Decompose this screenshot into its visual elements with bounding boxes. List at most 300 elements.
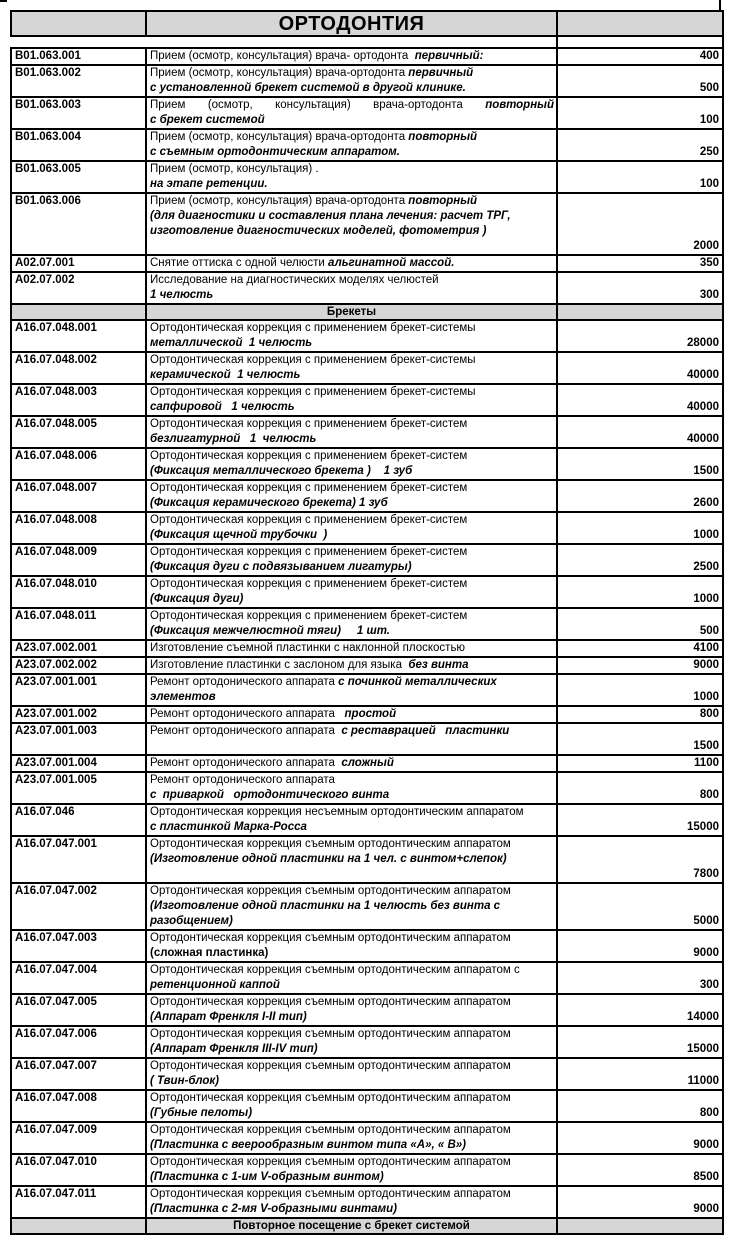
item-price: 2600 (557, 480, 723, 512)
table-row (11, 706, 723, 723)
description-segment: Ортодонтическая коррекция съемным ортодонтическим аппаратом (150, 1156, 511, 1168)
description-segment: первичный: (414, 50, 484, 62)
item-code: A16.07.048.007 (11, 480, 146, 512)
description-line (150, 145, 554, 160)
item-description (146, 608, 557, 640)
item-description (146, 576, 557, 608)
description-line (150, 481, 554, 496)
table-row (11, 129, 723, 161)
description-line (150, 1106, 554, 1121)
description-segment: Ортодонтическая коррекция съемным ортодонтическим аппаратом (150, 1060, 511, 1072)
item-code: A16.07.047.010 (11, 1154, 146, 1186)
item-description (146, 1026, 557, 1058)
item-price: 250 (557, 129, 723, 161)
description-segment: Прием (осмотр, консультация) врача- ортодонта (150, 50, 415, 62)
description-segment: Ортодонтическая коррекция съемным ортодонтическим аппаратом (150, 996, 511, 1008)
spacer-row (11, 36, 723, 48)
description-line (150, 1059, 554, 1074)
section-row (11, 1218, 723, 1234)
description-line (150, 756, 554, 771)
description-line (150, 658, 554, 673)
description-line (150, 609, 554, 624)
description-line (150, 995, 554, 1010)
table-row (11, 836, 723, 883)
description-line (150, 273, 554, 288)
description-segment: Ортодонтическая коррекция несъемным ортодонтическим аппаратом (150, 806, 524, 818)
description-segment: на этапе ретенции. (150, 178, 268, 190)
table-row (11, 416, 723, 448)
item-code: A16.07.047.005 (11, 994, 146, 1026)
item-code: A16.07.048.002 (11, 352, 146, 384)
table-row (11, 320, 723, 352)
description-segment: сапфировой 1 челюсть (150, 401, 295, 413)
table-row (11, 772, 723, 804)
description-segment: Прием (осмотр, консультация) врача-ортодонта (150, 67, 409, 79)
item-code: B01.063.003 (11, 97, 146, 129)
item-description (146, 706, 557, 723)
description-segment: Ортодонтическая коррекция съемным ортодонтическим аппаратом (150, 838, 511, 850)
description-line (150, 513, 554, 528)
item-code: A16.07.048.006 (11, 448, 146, 480)
description-line (150, 177, 554, 192)
item-code: A23.07.001.001 (11, 674, 146, 706)
description-line (150, 1091, 554, 1106)
table-row (11, 512, 723, 544)
description-line (150, 788, 554, 803)
description-line (150, 130, 554, 145)
table-row (11, 161, 723, 193)
description-segment: Ортодонтическая коррекция съемным ортодонтическим аппаратом (150, 1092, 511, 1104)
item-code: A23.07.002.002 (11, 657, 146, 674)
item-code: A16.07.047.003 (11, 930, 146, 962)
item-price: 40000 (557, 352, 723, 384)
item-code: B01.063.005 (11, 161, 146, 193)
table-row (11, 48, 723, 65)
item-description (146, 755, 557, 772)
item-description (146, 97, 557, 129)
description-segment: Ортодонтическая коррекция съемным ортодонтическим аппаратом с (150, 964, 520, 976)
item-description (146, 1154, 557, 1186)
description-line (150, 1170, 554, 1185)
description-line (150, 899, 554, 914)
description-line (150, 739, 554, 754)
section-left-cell (11, 1218, 146, 1234)
table-row (11, 1186, 723, 1218)
description-line (150, 528, 554, 543)
description-line (150, 805, 554, 820)
item-price: 4100 (557, 640, 723, 657)
description-segment: Прием (осмотр, консультация) врача-ортодонта (150, 99, 486, 111)
table-row (11, 193, 723, 255)
table-row (11, 962, 723, 994)
description-segment: Исследование на диагностических моделях челюстей (150, 274, 439, 286)
item-price: 800 (557, 1090, 723, 1122)
description-segment: Ортодонтическая коррекция с применением брекет-систем (150, 610, 468, 622)
item-description (146, 804, 557, 836)
description-line (150, 400, 554, 415)
item-code: A23.07.002.001 (11, 640, 146, 657)
description-line (150, 946, 554, 961)
description-line (150, 852, 554, 867)
description-line (150, 884, 554, 899)
item-price: 2000 (557, 193, 723, 255)
description-segment: Ортодонтическая коррекция съемным ортодонтическим аппаратом (150, 932, 511, 944)
item-description (146, 962, 557, 994)
item-description (146, 1058, 557, 1090)
item-code: A16.07.047.011 (11, 1186, 146, 1218)
item-code: A23.07.001.002 (11, 706, 146, 723)
item-price: 1000 (557, 512, 723, 544)
description-line (150, 1187, 554, 1202)
description-line (150, 624, 554, 639)
item-price: 300 (557, 962, 723, 994)
description-line (150, 353, 554, 368)
item-description (146, 320, 557, 352)
item-code: A02.07.002 (11, 272, 146, 304)
description-segment: элементов (150, 691, 216, 703)
item-description (146, 384, 557, 416)
item-code: A16.07.047.002 (11, 883, 146, 930)
item-description (146, 544, 557, 576)
item-price: 40000 (557, 384, 723, 416)
description-segment: Ортодонтическая коррекция съемным ортодонтическим аппаратом (150, 1028, 511, 1040)
description-segment: Ортодонтическая коррекция с применением брекет-систем (150, 578, 468, 590)
description-segment: (Фиксация щечной трубочки ) (150, 529, 328, 541)
description-line (150, 288, 554, 303)
description-segment: Ортодонтическая коррекция с применением брекет-системы (150, 354, 476, 366)
item-price: 28000 (557, 320, 723, 352)
item-price: 7800 (557, 836, 723, 883)
item-description (146, 723, 557, 755)
item-price: 15000 (557, 804, 723, 836)
table-row (11, 640, 723, 657)
table-row (11, 65, 723, 97)
description-line (150, 66, 554, 81)
item-price: 8500 (557, 1154, 723, 1186)
description-line (150, 194, 554, 209)
description-line (150, 1042, 554, 1057)
description-line (150, 162, 554, 177)
description-segment: с приваркой ортодонтического винта (150, 789, 390, 801)
description-segment: Ортодонтическая коррекция с применением брекет-систем (150, 514, 468, 526)
description-line (150, 773, 554, 788)
item-code: A16.07.048.001 (11, 320, 146, 352)
description-line (150, 336, 554, 351)
section-right-cell (557, 1218, 723, 1234)
description-segment: керамической 1 челюсть (150, 369, 301, 381)
section-header: Повторное посещение с брекет системой (146, 1218, 557, 1234)
item-description (146, 1090, 557, 1122)
item-price: 1000 (557, 576, 723, 608)
description-line (150, 256, 554, 271)
item-code: B01.063.002 (11, 65, 146, 97)
description-segment: разобщением) (150, 915, 233, 927)
description-segment: 1 челюсть (150, 289, 214, 301)
item-description (146, 129, 557, 161)
table-row (11, 1122, 723, 1154)
description-line (150, 867, 554, 882)
description-segment: (Пластинка с 1-им V-образным винтом) (150, 1171, 384, 1183)
item-price: 800 (557, 706, 723, 723)
item-price: 2500 (557, 544, 723, 576)
spacer-description-cell (146, 36, 557, 48)
item-description (146, 994, 557, 1026)
description-segment: (Аппарат Френкля III-IV тип) (150, 1043, 318, 1055)
description-segment: Ремонт ортодонического аппарата (150, 676, 339, 688)
table-row (11, 930, 723, 962)
description-line (150, 1202, 554, 1217)
table-row (11, 255, 723, 272)
description-segment: Прием (осмотр, консультация) врача-ортодонта (150, 131, 409, 143)
item-price: 15000 (557, 1026, 723, 1058)
description-line (150, 1027, 554, 1042)
description-line (150, 432, 554, 447)
description-segment: (Фиксация межчелюстной тяги) 1 шт. (150, 625, 390, 637)
item-description (146, 772, 557, 804)
item-code: A16.07.048.011 (11, 608, 146, 640)
description-line (150, 641, 554, 656)
description-line (150, 417, 554, 432)
item-code: A16.07.047.006 (11, 1026, 146, 1058)
description-segment: Прием (осмотр, консультация) врача-ортодонта (150, 195, 409, 207)
description-line (150, 545, 554, 560)
description-segment: (Фиксация дуги с подвязыванием лигатуры) (150, 561, 412, 573)
description-segment: (Пластинка с 2-мя V-образными винтами) (150, 1203, 397, 1215)
table-row (11, 657, 723, 674)
description-segment: Ремонт ортодонического аппарата (150, 708, 345, 720)
description-line (150, 1010, 554, 1025)
page-title: ОРТОДОНТИЯ (146, 11, 557, 36)
item-code: A23.07.001.004 (11, 755, 146, 772)
description-line (150, 449, 554, 464)
description-line (150, 820, 554, 835)
description-segment: с установленной брекет системой в другой клинике. (150, 82, 466, 94)
description-line (150, 321, 554, 336)
description-segment: (Аппарат Френкля I-II тип) (150, 1011, 307, 1023)
description-segment: Ремонт ортодонического аппарата (150, 774, 335, 786)
item-description (146, 1186, 557, 1218)
description-segment: Ортодонтическая коррекция с применением брекет-систем (150, 418, 468, 430)
description-line (150, 963, 554, 978)
item-price: 400 (557, 48, 723, 65)
item-description (146, 161, 557, 193)
description-line (150, 98, 554, 113)
description-segment: ретенционной каппой (150, 979, 280, 991)
description-line (150, 224, 554, 239)
spacer-price-cell (557, 36, 723, 48)
description-segment: Изготовление пластинки с заслоном для языка (150, 659, 409, 671)
item-price: 5000 (557, 883, 723, 930)
description-line (150, 978, 554, 993)
price-list-page (10, 10, 722, 1235)
table-row (11, 1058, 723, 1090)
item-price: 1100 (557, 755, 723, 772)
item-price: 40000 (557, 416, 723, 448)
item-code: A16.07.047.008 (11, 1090, 146, 1122)
item-code: A16.07.047.001 (11, 836, 146, 883)
item-price: 350 (557, 255, 723, 272)
description-segment: простой (344, 708, 397, 720)
description-segment: с починкой металлических (338, 676, 497, 688)
title-row (11, 11, 723, 36)
table-row (11, 723, 723, 755)
item-description (146, 836, 557, 883)
item-code: B01.063.006 (11, 193, 146, 255)
description-segment: Прием (осмотр, консультация) . (150, 163, 319, 175)
page-edge-mark-top-left (0, 0, 7, 2)
item-price: 9000 (557, 930, 723, 962)
description-segment: Ремонт ортодонического аппарата (150, 757, 342, 769)
item-code: A16.07.047.004 (11, 962, 146, 994)
description-segment: металлической 1 челюсть (150, 337, 313, 349)
description-line (150, 690, 554, 705)
description-line (150, 675, 554, 690)
description-segment: Ортодонтическая коррекция съемным ортодонтическим аппаратом (150, 885, 511, 897)
description-line (150, 577, 554, 592)
description-segment: Ортодонтическая коррекция с применением брекет-систем (150, 450, 468, 462)
item-description (146, 272, 557, 304)
item-description (146, 1122, 557, 1154)
item-code: A16.07.048.003 (11, 384, 146, 416)
item-description (146, 416, 557, 448)
description-segment: (для диагностики и составления плана лечения: расчет ТРГ, (150, 210, 511, 222)
table-row (11, 1090, 723, 1122)
item-description (146, 48, 557, 65)
description-line (150, 1074, 554, 1089)
description-segment: (Изготовление одной пластинки на 1 челюсть без винта с (150, 900, 501, 912)
description-segment: первичный (408, 67, 474, 79)
description-segment: повторный (485, 99, 554, 111)
table-row (11, 674, 723, 706)
table-row (11, 608, 723, 640)
description-line (150, 368, 554, 383)
item-price: 800 (557, 772, 723, 804)
item-description (146, 640, 557, 657)
item-code: A16.07.048.005 (11, 416, 146, 448)
description-line (150, 914, 554, 929)
item-price: 1500 (557, 723, 723, 755)
item-description (146, 883, 557, 930)
spacer-code-cell (11, 36, 146, 48)
description-line (150, 385, 554, 400)
item-price: 9000 (557, 1186, 723, 1218)
description-segment: Ортодонтическая коррекция с применением брекет-системы (150, 322, 476, 334)
table-row (11, 755, 723, 772)
description-segment: (Фиксация дуги) (150, 593, 244, 605)
item-code: A23.07.001.003 (11, 723, 146, 755)
description-line (150, 49, 554, 64)
description-line (150, 113, 554, 128)
table-row (11, 883, 723, 930)
table-row (11, 97, 723, 129)
description-segment: (Фиксация керамического брекета) 1 зуб (150, 497, 388, 509)
description-segment: Снятие оттиска с одной челюсти (150, 257, 329, 269)
table-row (11, 994, 723, 1026)
description-segment: (Изготовление одной пластинки на 1 чел. с винтом+слепок) (150, 853, 507, 865)
item-code: A16.07.047.009 (11, 1122, 146, 1154)
item-code: A02.07.001 (11, 255, 146, 272)
section-row (11, 304, 723, 320)
description-line (150, 1155, 554, 1170)
item-description (146, 352, 557, 384)
item-code: A23.07.001.005 (11, 772, 146, 804)
table-row (11, 576, 723, 608)
description-line (150, 496, 554, 511)
description-segment: Ортодонтическая коррекция с применением брекет-систем (150, 482, 468, 494)
description-line (150, 707, 554, 722)
description-segment: ( Твин-блок) (150, 1075, 220, 1087)
description-segment: Ремонт ортодонического аппарата (150, 725, 342, 737)
description-segment: Ортодонтическая коррекция с применением брекет-системы (150, 386, 476, 398)
description-line (150, 209, 554, 224)
item-price: 500 (557, 65, 723, 97)
item-price: 9000 (557, 1122, 723, 1154)
description-line (150, 724, 554, 739)
description-segment: Изготовление съемной пластинки с наклонной плоскостью (150, 642, 466, 654)
description-line (150, 560, 554, 575)
item-description (146, 480, 557, 512)
description-segment: (сложная пластинка) (150, 947, 269, 959)
description-segment: с брекет системой (150, 114, 265, 126)
description-line (150, 931, 554, 946)
item-price: 1000 (557, 674, 723, 706)
item-code: B01.063.001 (11, 48, 146, 65)
description-segment: Ортодонтическая коррекция с применением брекет-систем (150, 546, 468, 558)
description-segment: с съемным ортодонтическим аппаратом. (150, 146, 400, 158)
item-price: 9000 (557, 657, 723, 674)
description-segment: (Фиксация металлического брекета ) 1 зуб (150, 465, 413, 477)
item-price: 100 (557, 161, 723, 193)
description-line (150, 81, 554, 96)
description-segment: Ортодонтическая коррекция съемным ортодонтическим аппаратом (150, 1188, 511, 1200)
description-segment: с пластинкой Марка-Росса (150, 821, 307, 833)
item-description (146, 512, 557, 544)
table-row (11, 352, 723, 384)
item-price: 11000 (557, 1058, 723, 1090)
description-line (150, 837, 554, 852)
item-price: 500 (557, 608, 723, 640)
item-price: 100 (557, 97, 723, 129)
item-description (146, 930, 557, 962)
description-line (150, 464, 554, 479)
table-row (11, 384, 723, 416)
description-segment: (Пластинка с веерообразным винтом типа «А», « В») (150, 1139, 466, 1151)
item-description (146, 193, 557, 255)
item-code: B01.063.004 (11, 129, 146, 161)
table-row (11, 448, 723, 480)
item-code: A16.07.048.008 (11, 512, 146, 544)
table-row (11, 272, 723, 304)
table-row (11, 804, 723, 836)
orthodontics-price-table (10, 10, 724, 1235)
title-left-cell (11, 11, 146, 36)
item-description (146, 674, 557, 706)
description-segment: повторный (408, 131, 478, 143)
table-row (11, 1026, 723, 1058)
table-row (11, 1154, 723, 1186)
item-description (146, 255, 557, 272)
description-line (150, 1138, 554, 1153)
table-row (11, 480, 723, 512)
item-price: 14000 (557, 994, 723, 1026)
description-line (150, 239, 554, 254)
description-segment: без винта (408, 659, 469, 671)
description-segment: сложный (341, 757, 394, 769)
item-code: A16.07.048.009 (11, 544, 146, 576)
description-segment: изготовление диагностических моделей, фотометрия ) (150, 225, 487, 237)
section-left-cell (11, 304, 146, 320)
item-price: 300 (557, 272, 723, 304)
